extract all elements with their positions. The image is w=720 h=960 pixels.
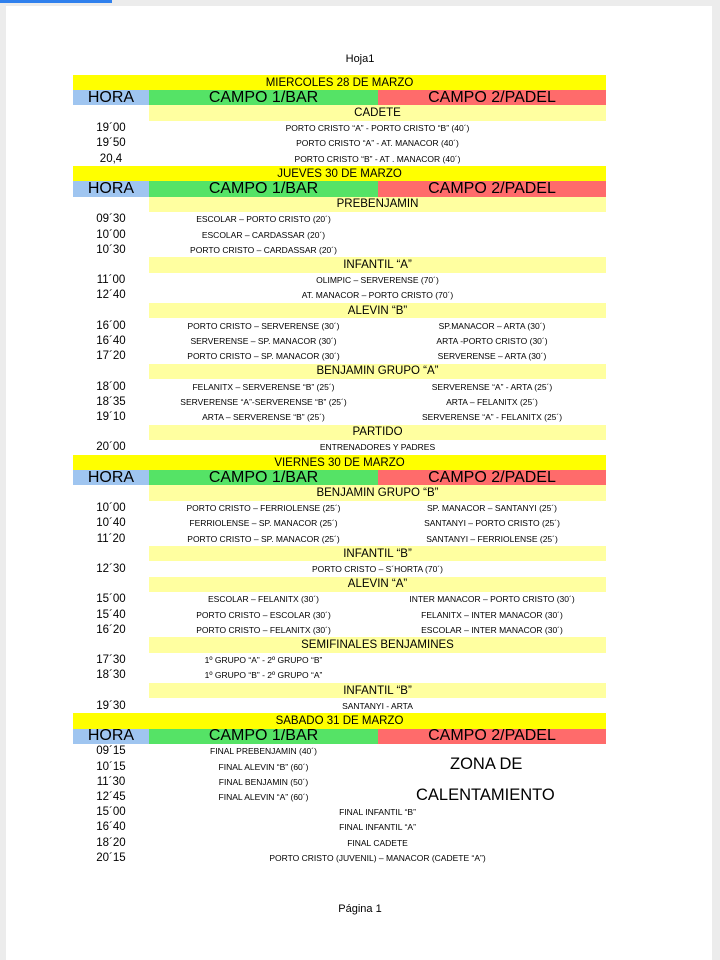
match-campo1: PORTO CRISTO – FERRIOLENSE (25´) <box>186 503 341 514</box>
match-campo2: ARTA -PORTO CRISTO (30´) <box>436 335 548 346</box>
category-heading: CADETE <box>149 105 606 120</box>
match-row <box>73 273 606 288</box>
match-campo1: PORTO CRISTO – CARDASSAR (20´) <box>190 244 337 255</box>
match-campo1: FINAL PREBENJAMIN (40´) <box>210 746 317 757</box>
campo1-header: CAMPO 1/BAR <box>149 181 378 196</box>
match-campo1: PORTO CRISTO – FELANITX (30´) <box>196 624 331 635</box>
match-campo2: SP.MANACOR – ARTA (30´) <box>438 320 546 331</box>
match-campo1: PORTO CRISTO – SERVERENSE (30´) <box>187 320 340 331</box>
match-row <box>73 516 606 531</box>
category-row <box>73 105 606 120</box>
match-row <box>73 561 606 576</box>
match-full: PORTO CRISTO (JUVENIL) – MANACOR (CADETE “A”) <box>269 852 486 863</box>
match-full: ENTRENADORES Y PADRES <box>319 442 436 453</box>
match-row <box>73 805 606 820</box>
match-campo1: FINAL ALEVIN “B” (60´) <box>218 761 309 772</box>
match-campo2: SANTANYI – PORTO CRISTO (25´) <box>424 518 560 529</box>
match-campo1: FERRIOLENSE – SP. MANACOR (25´) <box>189 518 338 529</box>
match-row <box>73 288 606 303</box>
match-row <box>73 212 606 227</box>
match-campo2: SERVERENSE – ARTA (30´) <box>437 351 547 362</box>
match-time: 12´30 <box>96 562 126 575</box>
category-heading: BENJAMIN GRUPO “B” <box>149 485 606 500</box>
match-campo1: ESCOLAR – CARDASSAR (20´) <box>201 229 326 240</box>
category-row <box>73 637 606 652</box>
match-time: 09´15 <box>96 745 126 758</box>
match-row <box>73 698 606 713</box>
match-row <box>73 349 606 364</box>
category-heading: INFANTIL “B” <box>149 546 606 561</box>
match-time: 12´45 <box>96 790 126 803</box>
match-row <box>73 151 606 166</box>
match-full: SANTANYI - ARTA <box>342 700 413 711</box>
campo1-header: CAMPO 1/BAR <box>149 470 378 485</box>
category-heading: SEMIFINALES BENJAMINES <box>149 637 606 652</box>
match-time: 19´30 <box>96 699 126 712</box>
category-row <box>73 683 606 698</box>
column-header-row <box>73 181 606 196</box>
category-row <box>73 485 606 500</box>
campo2-header: CAMPO 2/PADEL <box>378 181 606 196</box>
match-time: 16´20 <box>96 623 126 636</box>
match-time: 19´10 <box>96 410 126 423</box>
match-row <box>73 653 606 668</box>
match-campo1: FINAL ALEVIN “A” (60´) <box>218 791 309 802</box>
match-full: PORTO CRISTO “A” - AT. MANACOR (40´) <box>296 138 459 149</box>
hora-header: HORA <box>73 90 149 105</box>
match-time: 16´40 <box>96 821 126 834</box>
match-time: 20´15 <box>96 851 126 864</box>
match-row <box>73 622 606 637</box>
match-full: OLIMPIC – SERVERENSE (70´) <box>316 275 439 286</box>
match-row <box>73 440 606 455</box>
category-row <box>73 425 606 440</box>
sheet-name: Hoja1 <box>345 53 375 65</box>
match-campo1: FELANITX – SERVERENSE “B” (25´) <box>192 381 335 392</box>
match-time: 16´40 <box>96 334 126 347</box>
match-time: 16´00 <box>96 319 126 332</box>
day-row <box>73 166 606 181</box>
match-row <box>73 409 606 424</box>
match-full: FINAL CADETE <box>347 837 408 848</box>
match-full: PORTO CRISTO “B” - AT . MANACOR (40´) <box>294 153 461 164</box>
match-row <box>73 759 606 774</box>
campo1-header: CAMPO 1/BAR <box>149 729 378 744</box>
match-time: 17´30 <box>96 654 126 667</box>
day-row <box>73 75 606 90</box>
match-time: 09´30 <box>96 213 126 226</box>
match-row <box>73 850 606 865</box>
day-heading: SABADO 31 DE MARZO <box>73 713 606 728</box>
match-time: 10´00 <box>96 228 126 241</box>
match-campo2: SP. MANACOR – SANTANYI (25´) <box>426 503 558 514</box>
match-time: 18´35 <box>96 395 126 408</box>
match-full: FINAL INFANTIL “B” <box>339 807 416 818</box>
match-time: 19´50 <box>96 137 126 150</box>
match-time: 17´20 <box>96 350 126 363</box>
campo2-header: CAMPO 2/PADEL <box>378 729 606 744</box>
category-heading: INFANTIL “A” <box>149 257 606 272</box>
match-campo1: ARTA – SERVERENSE “B” (25´) <box>202 411 325 422</box>
match-time: 20,4 <box>99 152 123 165</box>
day-heading: VIERNES 30 DE MARZO <box>73 455 606 470</box>
match-time: 11´20 <box>96 532 126 545</box>
match-row <box>73 668 606 683</box>
column-header-row <box>73 470 606 485</box>
match-row <box>73 820 606 835</box>
match-full: PORTO CRISTO – S´HORTA (70´) <box>312 563 443 574</box>
match-row <box>73 242 606 257</box>
match-time: 10´40 <box>96 517 126 530</box>
match-row <box>73 607 606 622</box>
match-campo2: SERVERENSE “A” - ARTA (25´) <box>431 381 553 392</box>
match-campo1: SERVERENSE “A”-SERVERENSE “B” (25´) <box>180 396 347 407</box>
match-time: 15´40 <box>96 608 126 621</box>
match-campo2: SANTANYI – FERRIOLENSE (25´) <box>426 533 558 544</box>
match-campo2: ESCOLAR – INTER MANACOR (30´) <box>421 624 563 635</box>
category-row <box>73 303 606 318</box>
campo2-header: CAMPO 2/PADEL <box>378 470 606 485</box>
match-time: 18´20 <box>96 836 126 849</box>
match-time: 10´30 <box>96 243 126 256</box>
match-row <box>73 227 606 242</box>
match-time: 11´30 <box>96 775 126 788</box>
category-row <box>73 197 606 212</box>
match-row <box>73 835 606 850</box>
day-row <box>73 713 606 728</box>
match-campo1: ESCOLAR – PORTO CRISTO (20´) <box>196 214 331 225</box>
match-campo1: PORTO CRISTO – SP. MANACOR (30´) <box>187 351 340 362</box>
match-row <box>73 136 606 151</box>
match-campo2: FELANITX – INTER MANACOR (30´) <box>421 609 563 620</box>
match-time: 15´00 <box>96 593 126 606</box>
match-time: 19´00 <box>96 122 126 135</box>
zona-line-2: CALENTAMIENTO <box>416 786 555 804</box>
page-number: Página 1 <box>338 903 382 915</box>
category-row <box>73 546 606 561</box>
match-time: 20´00 <box>96 441 126 454</box>
category-row <box>73 257 606 272</box>
match-row <box>73 531 606 546</box>
match-time: 12´40 <box>96 289 126 302</box>
match-campo2: SERVERENSE “A” - FELANITX (25´) <box>421 411 563 422</box>
match-time: 18´30 <box>96 669 126 682</box>
match-campo2: ARTA – FELANITX (25´) <box>446 396 538 407</box>
match-full: AT. MANACOR – PORTO CRISTO (70´) <box>301 290 454 301</box>
category-heading: BENJAMIN GRUPO “A” <box>149 364 606 379</box>
column-header-row <box>73 90 606 105</box>
match-full: PORTO CRISTO “A” - PORTO CRISTO “B” (40´) <box>285 123 470 134</box>
match-row <box>73 744 606 759</box>
category-row <box>73 577 606 592</box>
column-header-row <box>73 729 606 744</box>
campo1-header: CAMPO 1/BAR <box>149 90 378 105</box>
match-time: 15´00 <box>96 806 126 819</box>
hora-header: HORA <box>73 729 149 744</box>
match-campo1: 1º GRUPO “A” - 2º GRUPO “B” <box>204 655 323 666</box>
day-heading: JUEVES 30 DE MARZO <box>73 166 606 181</box>
match-campo2: INTER MANACOR – PORTO CRISTO (30´) <box>409 594 575 605</box>
day-row <box>73 455 606 470</box>
zona-line-1: ZONA DE <box>450 755 523 773</box>
match-campo1: ESCOLAR – FELANITX (30´) <box>207 594 319 605</box>
match-campo1: PORTO CRISTO – ESCOLAR (30´) <box>196 609 331 620</box>
match-campo1: 1º GRUPO “B” - 2º GRUPO “A” <box>204 670 323 681</box>
match-time: 10´00 <box>96 502 126 515</box>
hora-header: HORA <box>73 470 149 485</box>
match-campo1: PORTO CRISTO – SP. MANACOR (25´) <box>187 533 340 544</box>
category-heading: INFANTIL “B” <box>149 683 606 698</box>
match-row <box>73 394 606 409</box>
match-row <box>73 379 606 394</box>
match-time: 18´00 <box>96 380 126 393</box>
day-heading: MIERCOLES 28 DE MARZO <box>73 75 606 90</box>
match-row <box>73 318 606 333</box>
match-row <box>73 501 606 516</box>
hora-header: HORA <box>73 181 149 196</box>
campo2-header: CAMPO 2/PADEL <box>378 90 606 105</box>
category-heading: ALEVIN “A” <box>149 577 606 592</box>
category-heading: PARTIDO <box>149 425 606 440</box>
match-campo1: SERVERENSE – SP. MANACOR (30´) <box>190 335 337 346</box>
category-heading: ALEVIN “B” <box>149 303 606 318</box>
match-row <box>73 592 606 607</box>
category-row <box>73 364 606 379</box>
match-time: 10´15 <box>96 760 126 773</box>
category-heading: PREBENJAMIN <box>149 197 606 212</box>
match-row <box>73 333 606 348</box>
match-row <box>73 121 606 136</box>
match-time: 11´00 <box>96 274 126 287</box>
match-campo1: FINAL BENJAMIN (50´) <box>218 776 309 787</box>
match-full: FINAL INFANTIL “A” <box>339 822 416 833</box>
